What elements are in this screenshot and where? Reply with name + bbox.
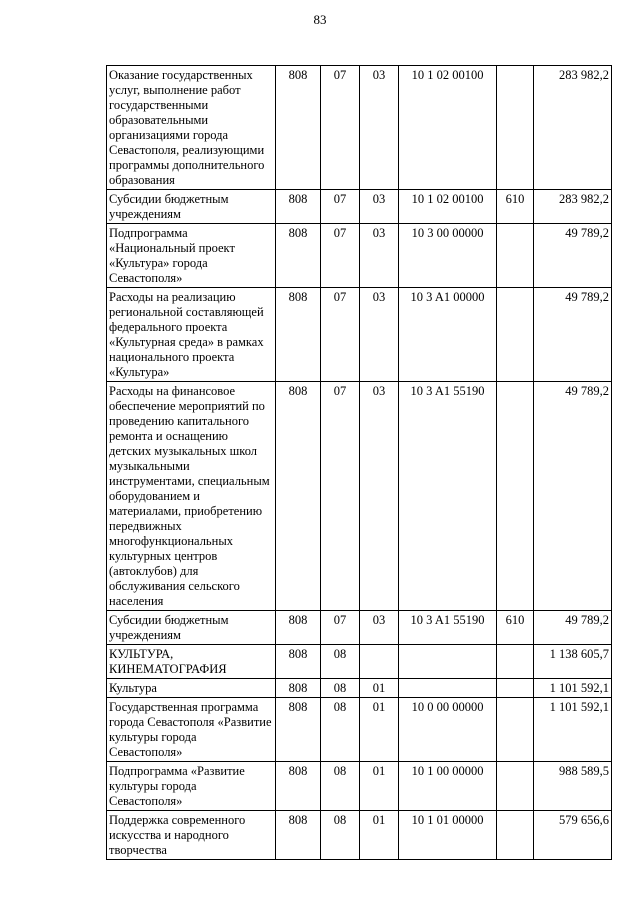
row-target-article-cell: 10 3 00 00000: [399, 224, 497, 288]
row-target-article-cell: 10 1 01 00000: [399, 811, 497, 860]
row-name-cell: Субсидии бюджетным учреждениям: [107, 190, 276, 224]
row-name-cell: Субсидии бюджетным учреждениям: [107, 611, 276, 645]
budget-table: [106, 65, 612, 860]
row-expense-type-cell: [497, 224, 534, 288]
row-amount-cell: 283 982,2: [534, 190, 612, 224]
row-amount-cell: 1 101 592,1: [534, 679, 612, 698]
row-amount-cell: 579 656,6: [534, 811, 612, 860]
row-target-article-cell: [399, 645, 497, 679]
row-amount-cell: 1 101 592,1: [534, 698, 612, 762]
row-expense-type-cell: [497, 811, 534, 860]
row-target-article-cell: 10 0 00 00000: [399, 698, 497, 762]
row-amount-cell: 1 138 605,7: [534, 645, 612, 679]
row-name-cell: Подпрограмма «Развитие культуры города Севастополя»: [107, 762, 276, 811]
row-expense-type-cell: [497, 762, 534, 811]
row-ved-cell: 808: [276, 762, 321, 811]
table-row: [107, 611, 612, 645]
table-row: [107, 190, 612, 224]
table-row: [107, 811, 612, 860]
table-row: [107, 679, 612, 698]
row-section-cell: 08: [321, 645, 360, 679]
row-subsection-cell: [360, 645, 399, 679]
row-section-cell: 08: [321, 698, 360, 762]
row-subsection-cell: 03: [360, 288, 399, 382]
row-ved-cell: 808: [276, 611, 321, 645]
row-expense-type-cell: [497, 698, 534, 762]
row-subsection-cell: 03: [360, 190, 399, 224]
row-amount-cell: 49 789,2: [534, 382, 612, 611]
row-amount-cell: 49 789,2: [534, 288, 612, 382]
row-ved-cell: 808: [276, 679, 321, 698]
row-expense-type-cell: 610: [497, 611, 534, 645]
table-row: [107, 66, 612, 190]
row-ved-cell: 808: [276, 224, 321, 288]
row-subsection-cell: 01: [360, 762, 399, 811]
row-subsection-cell: 01: [360, 811, 399, 860]
row-target-article-cell: 10 1 02 00100: [399, 190, 497, 224]
row-ved-cell: 808: [276, 698, 321, 762]
row-section-cell: 08: [321, 811, 360, 860]
row-expense-type-cell: [497, 679, 534, 698]
row-amount-cell: 988 589,5: [534, 762, 612, 811]
row-name-cell: Подпрограмма «Национальный проект «Культура» города Севастополя»: [107, 224, 276, 288]
row-name-cell: Государственная программа города Севастополя «Развитие культуры города Севастополя»: [107, 698, 276, 762]
row-name-cell: Расходы на реализацию региональной составляющей федерального проекта «Культурная среда» в рамках национального проекта «Культура»: [107, 288, 276, 382]
row-subsection-cell: 03: [360, 611, 399, 645]
row-ved-cell: 808: [276, 811, 321, 860]
row-target-article-cell: [399, 679, 497, 698]
row-name-cell: Поддержка современного искусства и народного творчества: [107, 811, 276, 860]
row-target-article-cell: 10 3 A1 55190: [399, 611, 497, 645]
row-target-article-cell: 10 1 00 00000: [399, 762, 497, 811]
row-expense-type-cell: 610: [497, 190, 534, 224]
row-section-cell: 07: [321, 611, 360, 645]
row-name-cell: Оказание государственных услуг, выполнение работ государственными образовательными организациями города Севастополя, реализующими программы дополнительного образования: [107, 66, 276, 190]
row-ved-cell: 808: [276, 190, 321, 224]
row-subsection-cell: 01: [360, 698, 399, 762]
row-expense-type-cell: [497, 66, 534, 190]
row-ved-cell: 808: [276, 66, 321, 190]
table-row: [107, 645, 612, 679]
row-name-cell: Расходы на финансовое обеспечение мероприятий по проведению капитального ремонта и оснащению детских музыкальных школ музыкальными инструментами, специальным оборудованием и материалами, приобретению передвижных многофункциональных культурных центров (автоклубов) для обслуживания сельского населения: [107, 382, 276, 611]
row-amount-cell: 283 982,2: [534, 66, 612, 190]
row-name-cell: Культура: [107, 679, 276, 698]
row-ved-cell: 808: [276, 645, 321, 679]
table-row: [107, 762, 612, 811]
row-target-article-cell: 10 3 A1 55190: [399, 382, 497, 611]
table-row: [107, 698, 612, 762]
table-row: [107, 288, 612, 382]
table-row: [107, 224, 612, 288]
row-subsection-cell: 03: [360, 382, 399, 611]
row-subsection-cell: 03: [360, 66, 399, 190]
row-target-article-cell: 10 3 A1 00000: [399, 288, 497, 382]
budget-table-body: [107, 66, 612, 860]
row-target-article-cell: 10 1 02 00100: [399, 66, 497, 190]
row-expense-type-cell: [497, 382, 534, 611]
table-row: [107, 382, 612, 611]
row-subsection-cell: 01: [360, 679, 399, 698]
row-section-cell: 07: [321, 382, 360, 611]
row-ved-cell: 808: [276, 288, 321, 382]
row-subsection-cell: 03: [360, 224, 399, 288]
row-name-cell: КУЛЬТУРА, КИНЕМАТОГРАФИЯ: [107, 645, 276, 679]
row-amount-cell: 49 789,2: [534, 611, 612, 645]
row-expense-type-cell: [497, 645, 534, 679]
row-expense-type-cell: [497, 288, 534, 382]
row-section-cell: 07: [321, 190, 360, 224]
row-section-cell: 08: [321, 679, 360, 698]
row-section-cell: 07: [321, 224, 360, 288]
row-section-cell: 07: [321, 66, 360, 190]
row-section-cell: 08: [321, 762, 360, 811]
row-amount-cell: 49 789,2: [534, 224, 612, 288]
row-ved-cell: 808: [276, 382, 321, 611]
row-section-cell: 07: [321, 288, 360, 382]
page-number: 83: [313, 12, 327, 27]
